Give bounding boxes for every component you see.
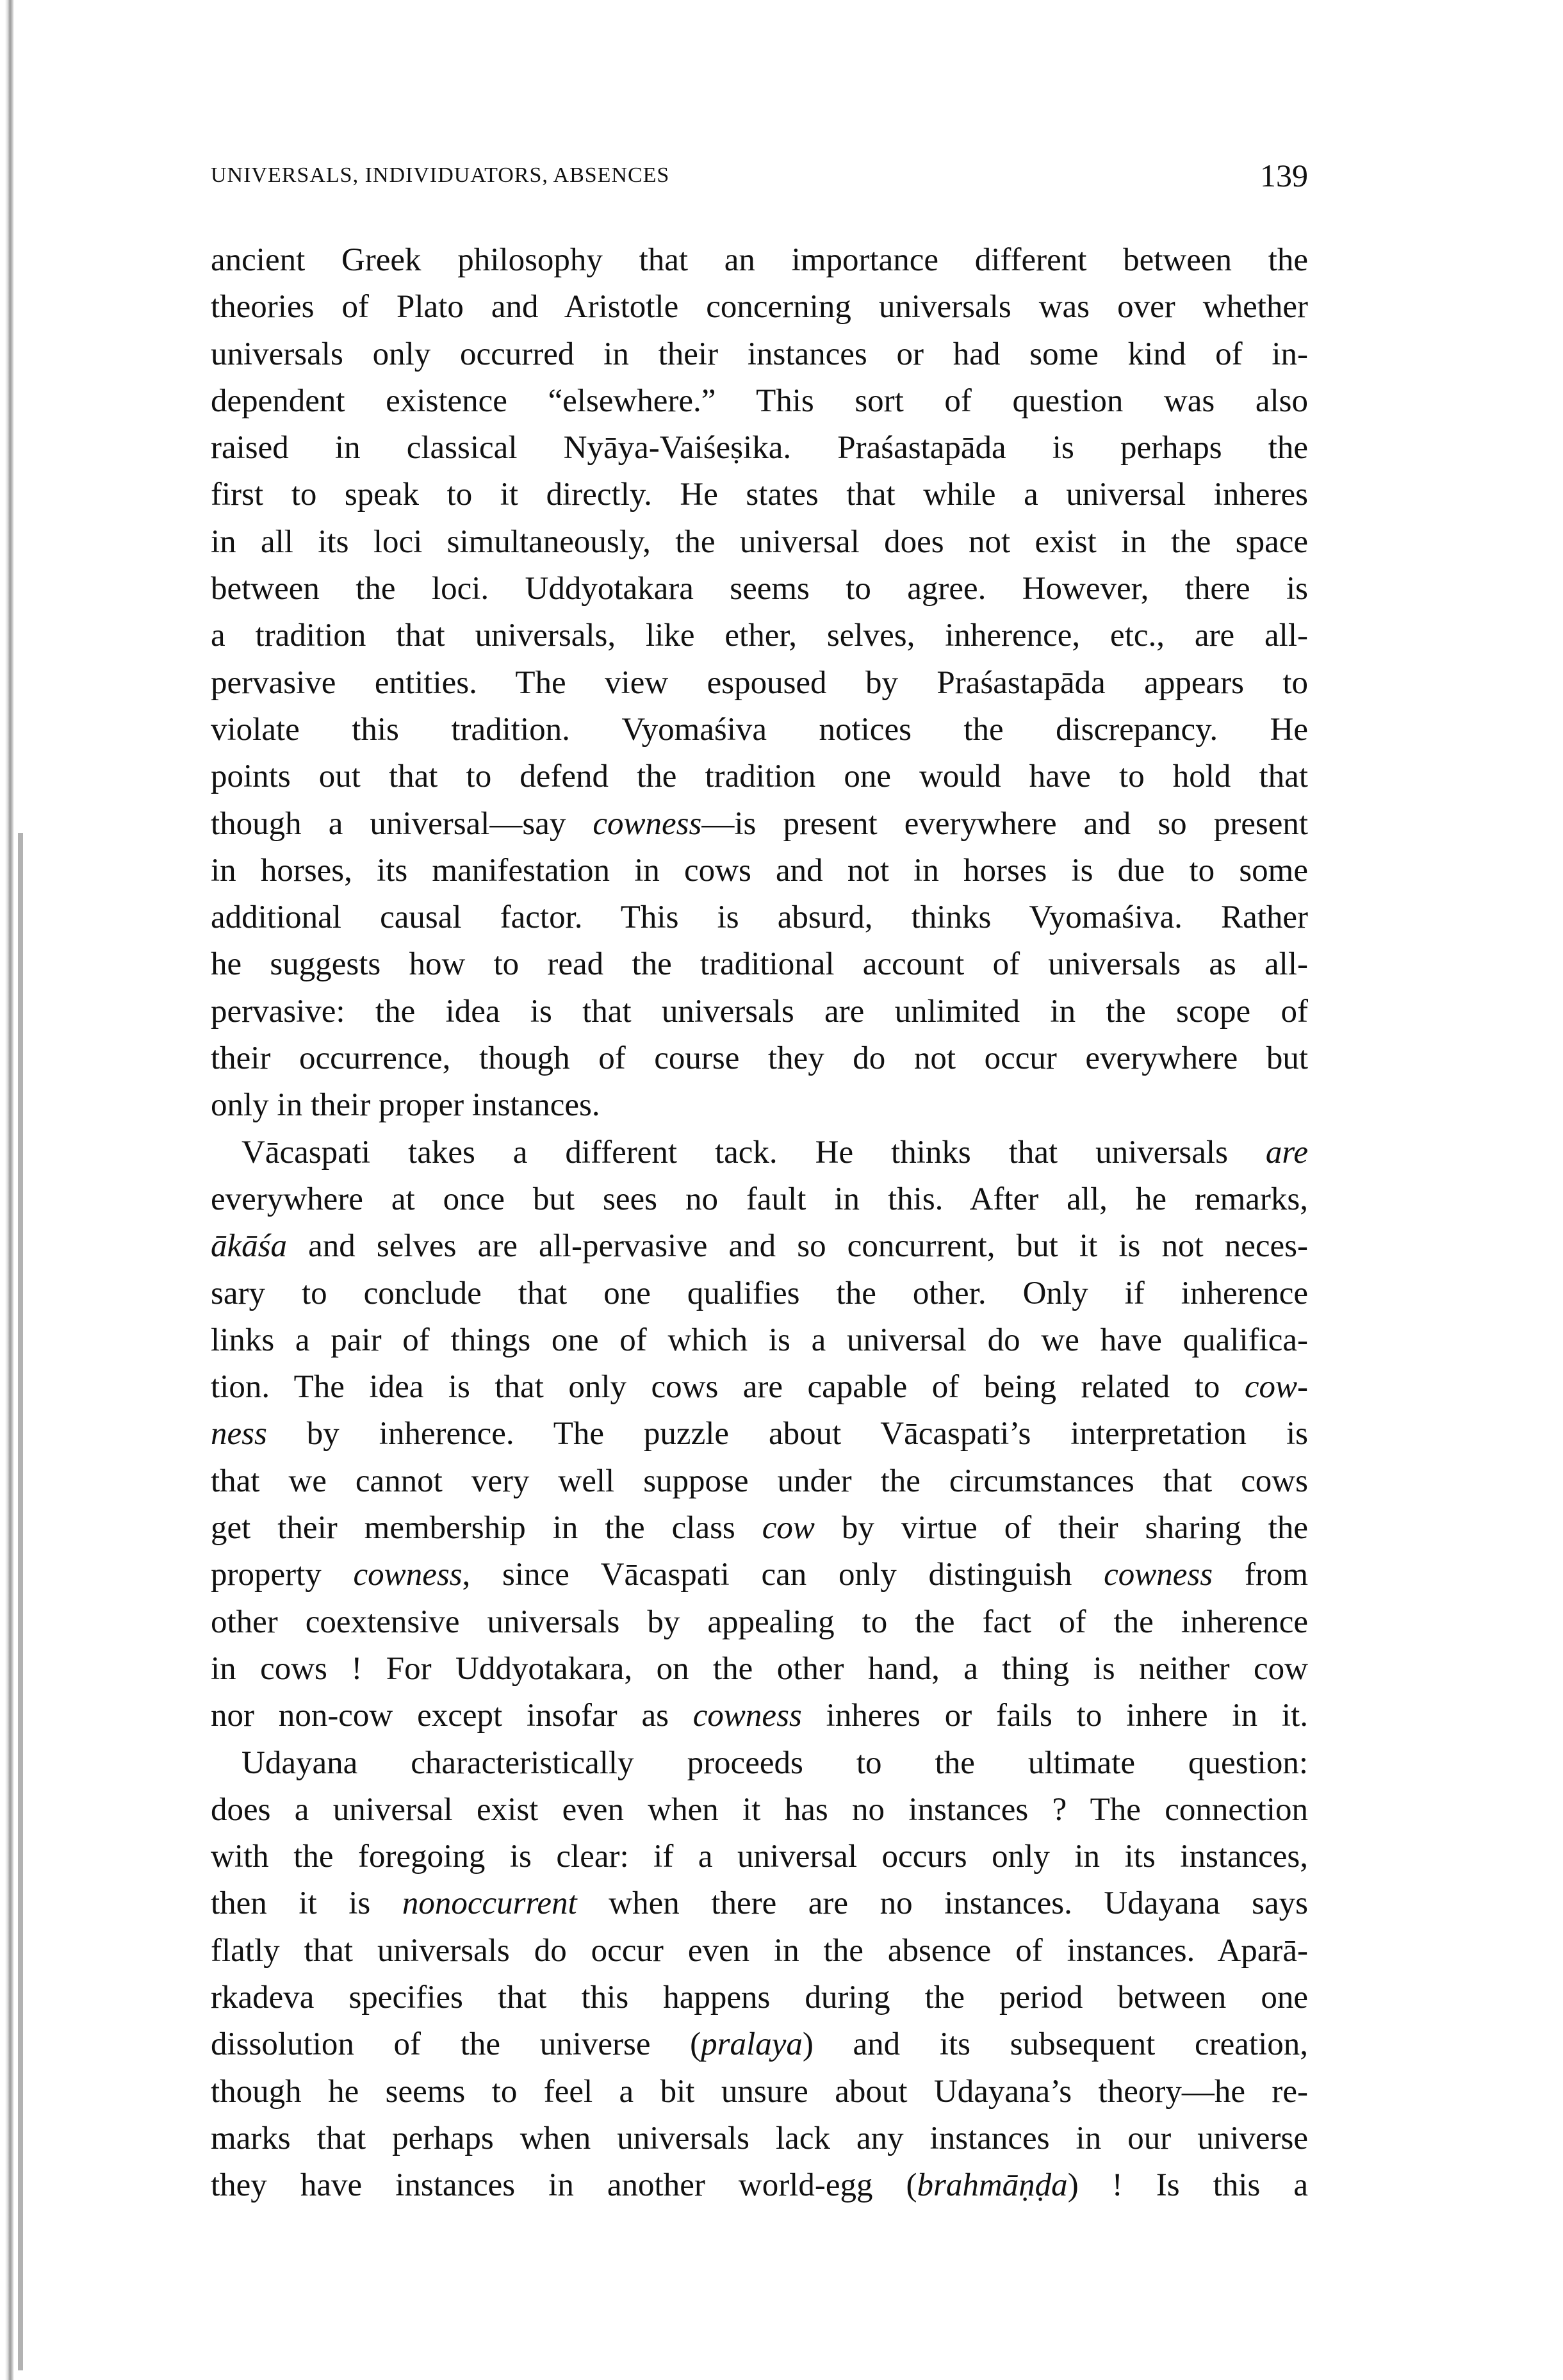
text-line <box>211 1176 1308 1223</box>
text-segment: and selves are all-pervasive and so concurrent, but it is not neces- <box>286 1228 1308 1265</box>
running-header <box>211 157 1308 195</box>
text-line <box>211 1364 1308 1411</box>
text-line <box>211 331 1308 378</box>
italic-term: brahmāṇḍa <box>917 2167 1068 2204</box>
scan-binding-shadow <box>18 833 23 2370</box>
text-segment: only in their proper instances. <box>211 1087 600 1124</box>
text-line <box>211 472 1308 518</box>
text-line <box>211 237 1308 284</box>
text-line <box>211 1834 1308 1880</box>
text-segment: flatly that universals do occur even in the absence of instances. Aparā- <box>211 1932 1308 1969</box>
text-line <box>211 1740 1308 1787</box>
text-segment: from <box>1213 1557 1308 1593</box>
text-line <box>211 894 1308 941</box>
text-segment: first to speak to it directly. He states that while a universal inheres <box>211 477 1308 513</box>
text-line <box>211 707 1308 753</box>
text-segment: dissolution of the universe ( <box>211 2026 701 2063</box>
text-segment: in all its loci simultaneously, the universal does not exist in the space <box>211 523 1308 560</box>
text-line <box>211 1928 1308 1974</box>
text-segment: though a universal—say <box>211 805 593 842</box>
text-segment: raised in classical Nyāya-Vaiśeṣika. Praśastapāda is perhaps the <box>211 430 1308 466</box>
text-line <box>211 1458 1308 1505</box>
text-line <box>211 1223 1308 1270</box>
italic-term: cowness <box>593 805 702 842</box>
text-segment: their occurrence, though of course they do not occur everywhere but <box>211 1040 1308 1077</box>
text-segment: marks that perhaps when universals lack any instances in our universe <box>211 2120 1308 2156</box>
text-line <box>211 2162 1308 2209</box>
text-line <box>211 2069 1308 2115</box>
text-segment: tion. The idea is that only cows are capable of being related to <box>211 1369 1245 1406</box>
italic-term: cowness <box>1104 1557 1213 1593</box>
text-line <box>211 1317 1308 1364</box>
text-segment: by inherence. The puzzle about Vācaspati’s interpretation is <box>266 1416 1308 1452</box>
text-line <box>211 941 1308 988</box>
italic-term: cow <box>762 1510 815 1547</box>
text-segment: he suggests how to read the traditional account of universals as all- <box>211 946 1308 983</box>
text-line <box>211 612 1308 659</box>
italic-term: pralaya <box>701 2026 803 2063</box>
text-segment: violate this tradition. Vyomaśiva notices the discrepancy. He <box>211 711 1308 748</box>
text-line <box>211 1270 1308 1317</box>
text-segment: additional causal factor. This is absurd, thinks Vyomaśiva. Rather <box>211 899 1308 936</box>
text-line <box>211 1505 1308 1552</box>
italic-term: nonoccurrent <box>402 1885 577 1922</box>
text-line <box>211 1974 1308 2021</box>
text-segment: when there are no instances. Udayana says <box>577 1885 1308 1922</box>
text-line <box>211 378 1308 425</box>
text-segment: Udayana characteristically proceeds to the ultimate question: <box>241 1744 1308 1781</box>
text-line <box>211 1552 1308 1598</box>
italic-term: ākāśa <box>211 1228 287 1265</box>
text-line <box>211 1129 1308 1176</box>
text-segment: in horses, its manifestation in cows and not in horses is due to some <box>211 852 1308 889</box>
text-line <box>211 1082 1308 1129</box>
italic-term: cow- <box>1244 1369 1308 1406</box>
text-segment: dependent existence “elsewhere.” This sort of question was also <box>211 382 1308 419</box>
text-segment: property <box>211 1557 354 1593</box>
text-line <box>211 1411 1308 1457</box>
text-line <box>211 1880 1308 1927</box>
text-segment: points out that to defend the tradition one would have to hold that <box>211 759 1308 795</box>
text-segment: though he seems to feel a bit unsure about Udayana’s theory—he re- <box>211 2073 1308 2110</box>
text-segment: everywhere at once but sees no fault in this. After all, he remarks, <box>211 1181 1308 1217</box>
text-line <box>211 1646 1308 1693</box>
italic-term: cowness <box>353 1557 462 1593</box>
text-segment: by virtue of their sharing the <box>814 1510 1308 1547</box>
body-text <box>211 237 1308 2209</box>
scan-edge-shadow <box>5 0 14 2380</box>
italic-term: cowness <box>692 1698 802 1734</box>
text-segment: rkadeva specifies that this happens during the period between one <box>211 1979 1308 2015</box>
text-segment: pervasive entities. The view espoused by Praśastapāda appears to <box>211 664 1308 701</box>
text-line <box>211 1599 1308 1646</box>
text-segment: Vācaspati takes a different tack. He thinks that universals <box>241 1134 1266 1170</box>
text-segment: —is present everywhere and so present <box>701 805 1309 842</box>
text-segment: ) and its subsequent creation, <box>802 2026 1308 2063</box>
text-segment: get their membership in the class <box>211 1510 762 1547</box>
text-segment: with the foregoing is clear: if a universal occurs only in its instances, <box>211 1839 1308 1875</box>
text-segment: ) ! Is this a <box>1067 2167 1309 2204</box>
text-segment: in cows ! For Uddyotakara, on the other hand, a thing is neither cow <box>211 1650 1308 1687</box>
text-line <box>211 660 1308 707</box>
text-line <box>211 425 1308 472</box>
italic-term: are <box>1265 1134 1308 1170</box>
text-line <box>211 519 1308 566</box>
running-title: UNIVERSALS, INDIVIDUATORS, ABSENCES <box>211 163 670 187</box>
text-segment: does a universal exist even when it has no instances ? The connection <box>211 1791 1308 1828</box>
text-line <box>211 1693 1308 1739</box>
text-line <box>211 1035 1308 1082</box>
text-segment: that we cannot very well suppose under the circumstances that cows <box>211 1463 1308 1499</box>
text-segment: ancient Greek philosophy that an importance different between the <box>211 242 1308 278</box>
text-segment: , since Vācaspati can only distinguish <box>462 1557 1104 1593</box>
page-number: 139 <box>1260 158 1308 193</box>
text-line <box>211 989 1308 1035</box>
text-segment: nor non-cow except insofar as <box>211 1698 693 1734</box>
text-line <box>211 2021 1308 2068</box>
text-segment: they have instances in another world-egg ( <box>211 2167 917 2204</box>
text-line <box>211 1787 1308 1834</box>
text-segment: sary to conclude that one qualifies the other. Only if inherence <box>211 1275 1308 1311</box>
text-line <box>211 753 1308 800</box>
text-segment: a tradition that universals, like ether, selves, inherence, etc., are all- <box>211 618 1308 654</box>
text-segment: other coextensive universals by appealing to the fact of the inherence <box>211 1604 1308 1640</box>
text-line <box>211 2115 1308 2162</box>
text-segment: inheres or fails to inhere in it. <box>801 1698 1308 1734</box>
text-segment: pervasive: the idea is that universals are unlimited in the scope of <box>211 993 1308 1030</box>
text-segment: between the loci. Uddyotakara seems to agree. However, there is <box>211 571 1308 607</box>
text-line <box>211 284 1308 331</box>
text-segment: theories of Plato and Aristotle concerning universals was over whether <box>211 289 1308 325</box>
italic-term: ness <box>211 1416 267 1452</box>
text-line <box>211 566 1308 612</box>
text-line <box>211 801 1308 848</box>
text-segment: links a pair of things one of which is a universal do we have qualifica- <box>211 1322 1308 1358</box>
text-segment: then it is <box>211 1885 402 1922</box>
text-segment: universals only occurred in their instances or had some kind of in- <box>211 336 1308 372</box>
text-line <box>211 848 1308 894</box>
